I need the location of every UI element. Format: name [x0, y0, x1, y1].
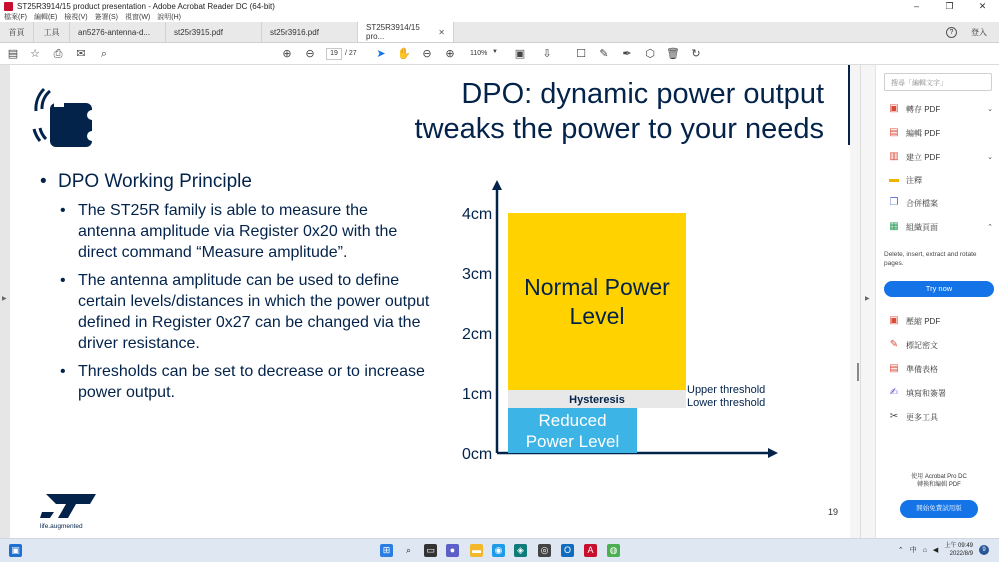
edge-icon[interactable]: ◉ — [492, 544, 505, 557]
tool-label: 標記密文 — [906, 340, 938, 350]
tab-bar — [0, 22, 999, 43]
prepare-form-icon: ▤ — [889, 363, 899, 374]
chart-region-label: Reduced — [538, 410, 607, 430]
print-icon[interactable]: ⎙ — [53, 48, 63, 60]
scroll-mode-icon[interactable]: ⇩ — [542, 48, 552, 60]
title-bar — [0, 0, 999, 12]
tool-export-pdf[interactable] — [888, 103, 993, 115]
toolbar — [0, 43, 999, 65]
chart-region-label: Normal Power — [524, 274, 670, 301]
network-icon[interactable]: ⌂ — [922, 546, 927, 554]
tray-chevron-icon[interactable]: ⌃ — [897, 547, 904, 554]
chevron-down-icon[interactable]: ⌄ — [987, 106, 993, 113]
input-language[interactable]: 中 — [909, 547, 917, 554]
tool-combine-files[interactable] — [888, 197, 993, 209]
st-logo-icon — [38, 490, 100, 530]
bullet-sub-text: The antenna amplitude can be used to define certain levels/distances in which the power output defined in Register 0x27 can be changed via the driver resistance. — [78, 272, 430, 352]
zoom-out-icon[interactable]: ⊖ — [422, 48, 432, 60]
save-icon[interactable]: ▤ — [7, 48, 19, 60]
lower-threshold-label: Lower threshold — [687, 397, 766, 409]
tab-label: st25r3915.pdf — [174, 27, 223, 37]
tool-label: 壓縮 PDF — [906, 316, 941, 326]
bullet-dot: • — [60, 363, 66, 380]
acrobat-app-icon — [4, 2, 13, 11]
stamp-icon[interactable]: ⬡ — [645, 48, 655, 60]
tool-label: 建立 PDF — [906, 152, 941, 162]
chrome-icon[interactable]: ◍ — [607, 544, 620, 557]
next-page-icon[interactable]: ⊖ — [305, 48, 315, 60]
windows-taskbar — [0, 538, 999, 562]
clock[interactable] — [944, 542, 973, 558]
tool-label: 編輯 PDF — [906, 128, 941, 138]
select-cursor-icon[interactable]: ➤ — [376, 48, 386, 60]
acrobat-taskbar-icon[interactable]: A — [584, 544, 597, 557]
tool-more-tools[interactable] — [888, 411, 993, 423]
bookmark-star-icon[interactable]: ☆ — [30, 48, 40, 60]
bullet-dot: • — [60, 272, 66, 289]
page-total: / 27 — [345, 50, 357, 57]
close-window-button[interactable]: ✕ — [978, 1, 987, 11]
left-panel-toggle[interactable] — [0, 65, 10, 538]
login-button[interactable]: 登入 — [971, 27, 987, 37]
clock-date: 2022/8/9 — [949, 551, 973, 557]
tab-close-icon[interactable]: ✕ — [438, 27, 445, 37]
zoom-level[interactable]: 110% — [470, 50, 488, 57]
tab-doc-st25r3914-presentation[interactable] — [358, 22, 454, 42]
start-icon[interactable]: ⊞ — [380, 544, 393, 557]
vertical-scrollbar[interactable] — [850, 65, 860, 538]
bullet-sub-text: The ST25R family is able to measure the antenna amplitude via Register 0x20 with the direct command “Measure amplitude”. — [78, 202, 398, 261]
tool-fill-sign[interactable] — [888, 387, 993, 399]
y-tick-label: 0cm — [462, 446, 493, 463]
create-pdf-icon: ▥ — [889, 151, 899, 162]
more-tools-icon: ✂ — [889, 411, 899, 422]
file-explorer-icon[interactable]: ▬ — [472, 545, 481, 555]
y-tick-label: 1cm — [462, 386, 493, 403]
bullet-dot: • — [40, 171, 47, 192]
menu-window[interactable]: 視窗(W) — [124, 14, 151, 21]
rotate-icon[interactable]: ↻ — [691, 48, 701, 60]
chart-region-bar — [508, 213, 686, 390]
bullet-sub — [60, 270, 430, 354]
system-tray — [898, 542, 989, 558]
hand-tool-icon[interactable]: ✋ — [397, 48, 411, 60]
bullet-main-text: DPO Working Principle — [58, 171, 252, 192]
tool-organize-pages[interactable] — [888, 221, 993, 233]
delete-icon[interactable]: 🗑 — [666, 48, 680, 60]
tool-compress-pdf[interactable] — [888, 315, 993, 327]
x-axis-arrow — [768, 448, 778, 458]
minimize-button[interactable]: – — [913, 1, 919, 11]
menu-bar — [0, 12, 999, 22]
expand-left-icon[interactable]: ▶ — [2, 296, 7, 302]
dpo-chart — [440, 180, 780, 465]
tool-label: 更多工具 — [906, 412, 938, 422]
redact-icon: ✎ — [889, 339, 899, 350]
tab-tools[interactable]: 工具 — [34, 22, 70, 42]
bullet-main — [40, 171, 430, 193]
document-viewer[interactable] — [0, 65, 860, 538]
y-tick-label: 2cm — [462, 326, 493, 343]
tool-label: 組織頁面 — [906, 222, 938, 232]
upper-threshold-label: Upper threshold — [687, 384, 766, 396]
dell-icon[interactable]: ◎ — [538, 544, 551, 557]
y-tick-label: 4cm — [462, 206, 493, 223]
tools-pane — [860, 65, 999, 538]
page-fit-icon[interactable]: ▣ — [514, 48, 526, 60]
slide-page-number: 19 — [828, 507, 839, 517]
fill-sign-icon: ✍ — [889, 387, 899, 398]
organize-pages-description: Delete, insert, extract and rotate pages. — [884, 251, 977, 267]
window-controls — [900, 0, 999, 12]
tools-search-input[interactable]: 搜尋「編輯文字」 — [884, 73, 992, 91]
email-icon[interactable]: ✉ — [76, 48, 86, 60]
tool-label: 準備表格 — [906, 364, 938, 374]
tool-label: 填寫和簽署 — [906, 388, 946, 398]
organize-pages-icon: ▦ — [889, 221, 899, 232]
tab-label: an5276-antenna-d... — [78, 27, 151, 37]
window-title: ST25R3914/15 product presentation - Adobe Acrobat Reader DC (64-bit) — [17, 1, 275, 11]
store-icon[interactable]: ◈ — [514, 544, 527, 557]
tool-create-pdf[interactable] — [888, 151, 993, 163]
highlight-pen-icon[interactable]: ✎ — [599, 48, 609, 60]
bullet-sub — [60, 200, 430, 263]
export-pdf-icon: ▣ — [889, 103, 899, 114]
previous-page-icon[interactable]: ⊕ — [282, 48, 292, 60]
task-switcher-icon[interactable]: ▭ — [424, 544, 437, 557]
menu-edit[interactable]: 編輯(E) — [33, 14, 58, 21]
compress-pdf-icon: ▣ — [889, 315, 899, 326]
tools-pane-content — [875, 65, 999, 538]
tab-label: ST25R3914/15 pro... — [366, 23, 420, 41]
help-icon[interactable]: ? — [946, 27, 957, 38]
scrollbar-thumb[interactable] — [857, 363, 859, 381]
bullet-sub — [60, 361, 430, 403]
bullet-dot: • — [60, 202, 66, 219]
start-free-trial-button[interactable]: 開始免費試用版 — [900, 500, 978, 518]
bullet-sub-text: Thresholds can be set to decrease or to increase power output. — [78, 363, 425, 401]
chart-region-label: Power Level — [525, 432, 620, 452]
pro-promo-text — [884, 473, 994, 489]
chart-regions — [508, 213, 686, 453]
bullet-list — [40, 171, 430, 403]
tab-label: st25r3916.pdf — [270, 27, 319, 37]
tool-prepare-form[interactable] — [888, 363, 993, 375]
collapse-pane-icon[interactable]: ▶ — [865, 296, 870, 302]
promo-line2: 轉換和編輯 PDF — [917, 482, 961, 488]
combine-files-icon: ❐ — [889, 197, 899, 208]
tool-comment[interactable] — [888, 174, 993, 186]
chart-region-label: Level — [569, 302, 625, 329]
tool-redact[interactable] — [888, 339, 993, 351]
try-now-button[interactable]: Try now — [884, 281, 994, 297]
comment-icon[interactable]: ☐ — [576, 48, 586, 60]
promo-line1: 使用 Acrobat Pro DC — [911, 474, 967, 480]
y-axis-arrow — [492, 180, 502, 190]
menu-file[interactable]: 檔案(F) — [4, 14, 27, 21]
slide-title-line2: tweaks the power to your needs — [414, 113, 824, 145]
menu-view[interactable]: 檢視(V) — [64, 14, 88, 21]
clock-time: 上午 09:49 — [944, 543, 973, 549]
chevron-down-icon[interactable]: ⌄ — [987, 154, 993, 161]
volume-icon[interactable]: ◀ — [932, 547, 939, 554]
draw-icon[interactable]: ✒ — [622, 48, 632, 60]
notification-badge[interactable]: 9 — [979, 545, 989, 555]
edit-pdf-icon: ▤ — [889, 127, 899, 138]
page-number-input[interactable]: 19 — [326, 48, 342, 60]
teams-icon[interactable]: ● — [446, 544, 459, 557]
tool-label: 合併檔案 — [906, 198, 938, 208]
zoom-in-icon[interactable]: ⊕ — [445, 48, 455, 60]
y-tick-labels — [462, 206, 492, 463]
st-tagline: life.augmented — [40, 523, 83, 530]
tab-doc-st25r3915[interactable] — [166, 22, 262, 42]
slide-title — [415, 77, 824, 147]
tab-doc-st25r3916[interactable] — [262, 22, 358, 42]
task-view-icon[interactable]: ▣ — [9, 544, 22, 557]
tab-doc-an5276[interactable] — [70, 22, 166, 42]
y-tick-label: 3cm — [462, 266, 493, 283]
tab-home[interactable]: 首頁 — [0, 22, 34, 42]
tool-edit-pdf[interactable] — [888, 127, 993, 139]
maximize-button[interactable]: ❐ — [945, 1, 954, 11]
chart-region-label: Hysteresis — [569, 393, 625, 406]
search-icon[interactable]: ⌕ — [100, 48, 108, 60]
search-icon[interactable]: ⌕ — [405, 545, 412, 555]
tab-bar-right — [946, 22, 999, 42]
outlook-icon[interactable]: O — [561, 544, 574, 557]
tool-label: 轉存 PDF — [906, 104, 941, 114]
chevron-up-icon[interactable]: ⌃ — [987, 224, 993, 231]
slide-title-line1: DPO: dynamic power output — [461, 78, 824, 110]
menu-sign[interactable]: 簽署(S) — [94, 14, 118, 21]
comment-icon: ▬ — [889, 174, 899, 185]
zoom-dropdown-icon[interactable]: ▼ — [492, 49, 498, 55]
tool-label: 注釋 — [906, 175, 922, 185]
menu-help[interactable]: 說明(H) — [157, 14, 181, 21]
pdf-page — [10, 65, 850, 538]
nfc-logo-icon — [30, 81, 98, 151]
